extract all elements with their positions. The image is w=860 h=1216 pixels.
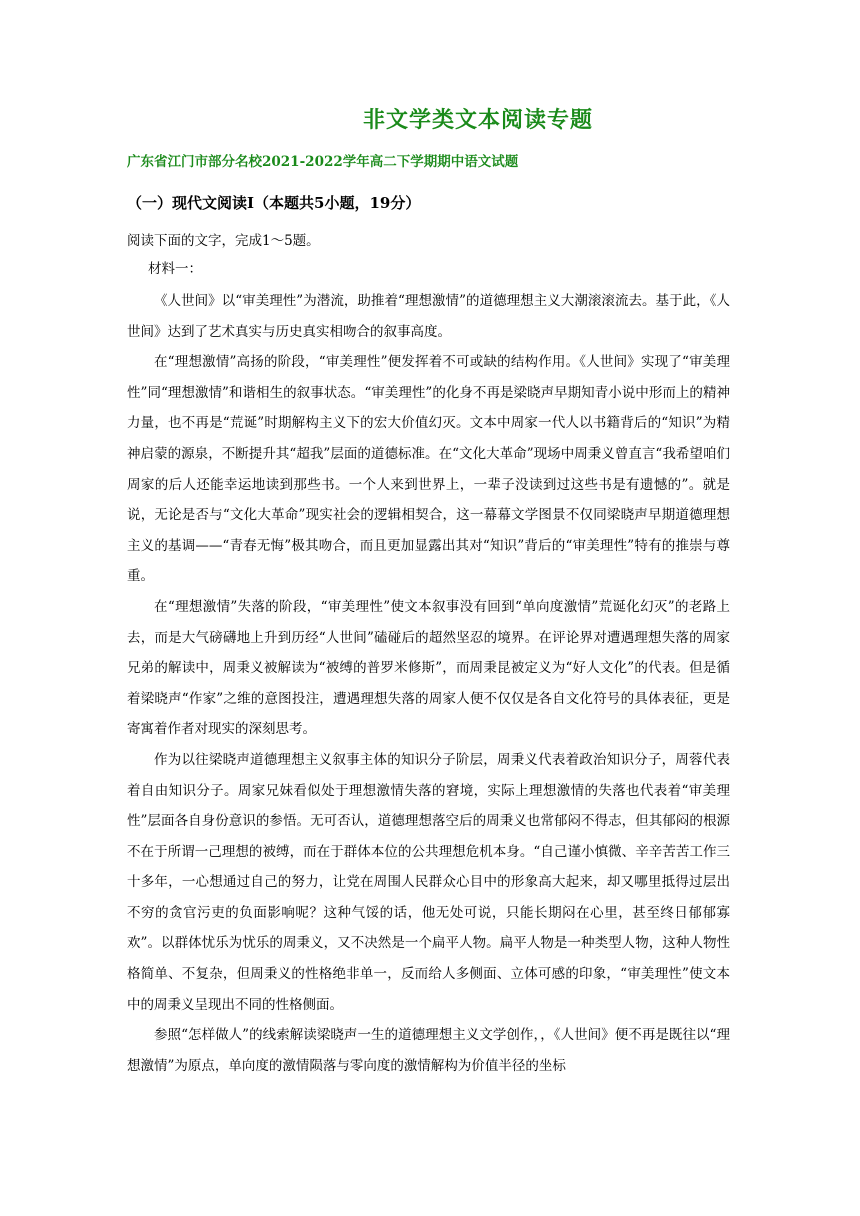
paragraph: 参照“怎样做人”的线索解读梁晓声一生的道德理想主义文学创作，，《人世间》便不再是既往以“理想激情”为原点，单向度的激情陨落与零向度的激情解构为价值半径的坐标 — [127, 1027, 730, 1074]
section-heading: （一）现代文阅读Ⅰ（本题共5小题，19分） — [127, 194, 421, 212]
paragraph: 《人世间》以“审美理性”为潜流，助推着“理想激情”的道德理想主义大潮滚滚流去。基于此，《人世间》达到了艺术真实与历史真实相吻合的叙事高度。 — [127, 293, 730, 340]
article-body — [127, 286, 730, 1081]
material-label: 材料一： — [148, 261, 202, 277]
paragraph: 在“理想激情”失落的阶段，“审美理性”使文本叙事没有回到“单向度激情”荒诞化幻灭”的老路上去，而是大气磅礴地上升到历经“人世间”磕碰后的超然坚忍的境界。在评论界对遭遇理想失落的周家兄弟的解读中，周秉义被解读为“被缚的普罗米修斯”，而周秉昆被定义为“好人文化”的代表。但是循着梁晓声“作家”之维的意图投注，遭遇理想失落的周家人便不仅仅是各自文化符号的具体表征，更是寄寓着作者对现实的深刻思考。 — [127, 598, 730, 738]
document-title: 非文学类文本阅读专题 — [362, 107, 593, 133]
paragraph: 在“理想激情”高扬的阶段，“审美理性”便发挥着不可或缺的结构作用。《人世间》实现了“审美理性”同“理想激情”和谐相生的叙事状态。“审美理性”的化身不再是梁晓声早期知青小说中形而上的精神力量，也不再是“荒诞”时期解构主义下的宏大价值幻灭。文本中周家一代人以书籍背后的“知识”为精神启蒙的源泉，不断提升其“超我”层面的道德标准。在“文化大革命”现场中周秉义曾直言“我希望咱们周家的后人还能幸运地读到那些书。一个人来到世界上，一辈子没读到过这些书是有遗憾的”。就是说，无论是否与“文化大革命”现实社会的逻辑相契合，这一幕幕文学图景不仅同梁晓声早期道德理想主义的基调——“青春无悔”极其吻合，而且更加显露出其对“知识”背后的“审美理性”特有的推崇与尊重。 — [127, 354, 730, 585]
paragraph: 作为以往梁晓声道德理想主义叙事主体的知识分子阶层，周秉义代表着政治知识分子，周蓉代表着自由知识分子。周家兄妹看似处于理想激情失落的窘境，实际上理想激情的失落也代表着“审美理性”层面各自身份意识的参悟。无可否认，道德理想落空后的周秉义也常郁闷不得志，但其郁闷的根源不在于所谓一己理想的被缚，而在于群体本位的公共理想危机本身。“自己谨小慎微、辛辛苦苦工作三十多年，一心想通过自己的努力，让党在周围人民群众心目中的形象高大起来，却又哪里抵得过层出不穷的贪官污吏的负面影响呢？这种气馁的话，他无处可说，只能长期闷在心里，甚至终日郁郁寡欢”。以群体忧乐为忧乐的周秉义，又不决然是一个扁平人物。扁平人物是一种类型人物，这种人物性格简单、不复杂，但周秉义的性格绝非单一，反而给人多侧面、立体可感的印象，“审美理性”使文本中的周秉义呈现出不同的性格侧面。 — [127, 751, 730, 1013]
exam-source: 广东省江门市部分名校2021-2022学年高二下学期期中语文试题 — [127, 154, 519, 170]
instruction-text: 阅读下面的文字，完成1～5题。 — [127, 233, 320, 249]
